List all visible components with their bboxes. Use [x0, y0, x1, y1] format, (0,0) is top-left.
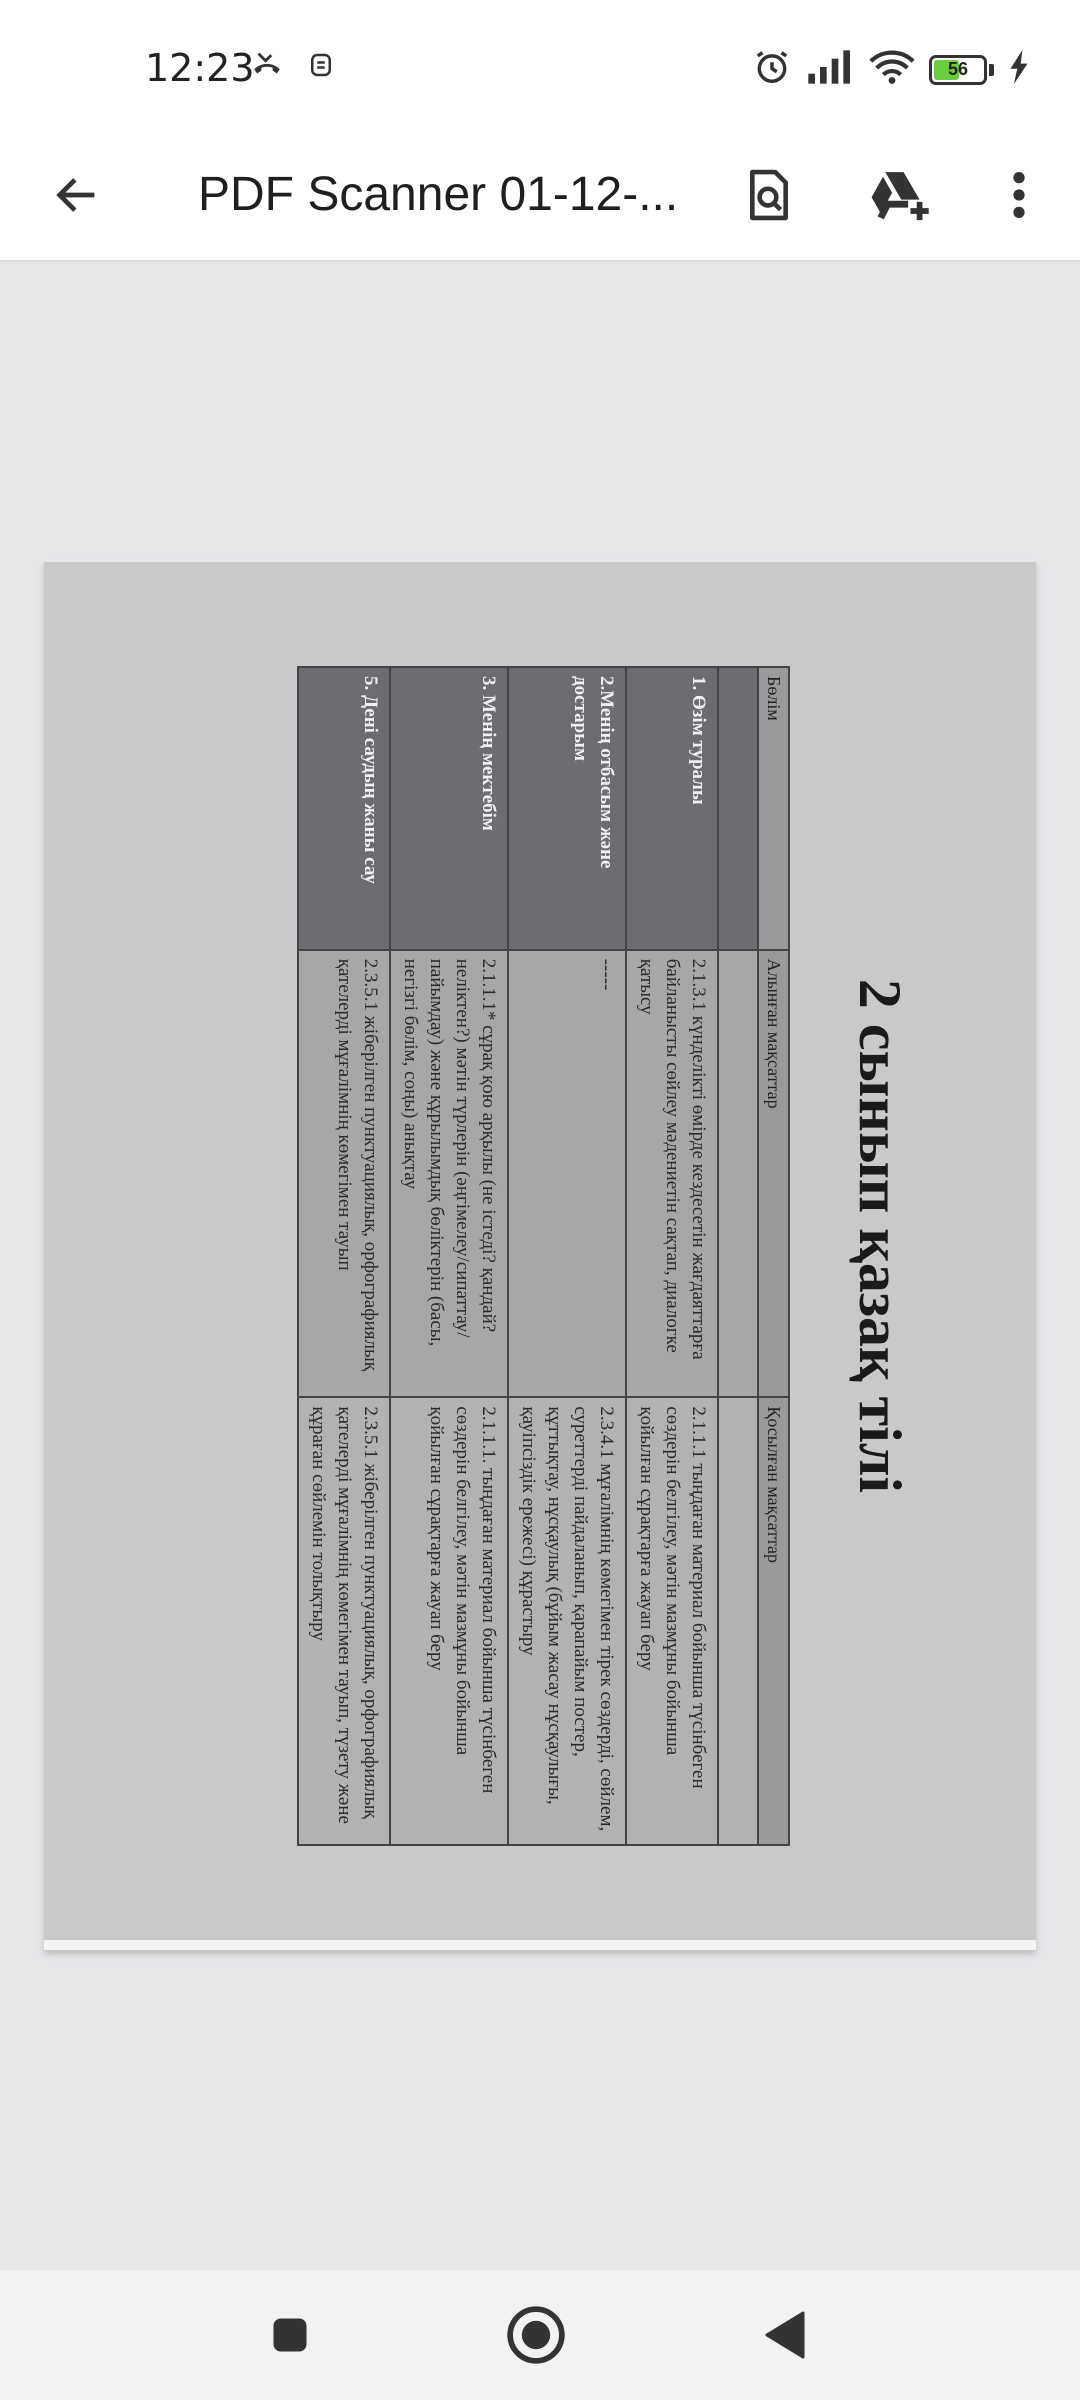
table-row	[508, 667, 626, 1845]
row-section: 1. Өзім туралы	[626, 667, 718, 950]
table-row	[390, 667, 508, 1845]
status-time: 12:23	[145, 46, 255, 90]
arrow-left-icon	[51, 169, 103, 221]
more-options-button[interactable]	[982, 158, 1056, 232]
battery-icon	[929, 55, 987, 85]
more-vert-icon	[1011, 169, 1027, 221]
row-section: 3. Менің мектебім	[390, 667, 508, 950]
page-edge	[44, 1940, 1036, 1950]
row-added-goal: 2.3.4.1 мұғалімнің көмегімен тірек сөздерді, сөйлем, суреттерді пайдаланып, қарапайым постер, құттықтау, нұсқаулық (бұйым жасау нұсқаулығы, қауіпсіздік ережесі) құрастыру	[508, 1397, 626, 1845]
alarm-icon	[753, 48, 791, 91]
status-bar	[0, 0, 1080, 130]
app-bar	[0, 130, 1080, 262]
pdf-page[interactable]	[44, 562, 1036, 1950]
signal-icon	[805, 50, 855, 89]
charging-icon	[1008, 50, 1030, 89]
row-added-goal: 2.1.1.1. тыңдаған материал бойынша түсінбеген сөздерін белгілеу, мәтін мазмұны бойынша қойылған сұрақтарға жауап беру	[390, 1397, 508, 1845]
row-added-goal: 2.1.1.1 тыңдаған материал бойынша түсінбеген сөздерін белгілеу, мәтін мазмұны бойынша қойылған сұрақтарға жауап беру	[626, 1397, 718, 1845]
home-button[interactable]	[496, 2295, 576, 2375]
battery-level-text: 56	[947, 59, 969, 79]
wifi-icon	[869, 49, 915, 90]
find-in-page-button[interactable]	[732, 158, 806, 232]
row-removed-goal: 2.1.1.1* сұрақ қою арқылы (не істеді? қандай? неліктен?) мәтін түрлерін (әңгімелеу/сипаттау/пайымдау) және құрылымдық бөліктерін (басы, негізгі бөлім, соңы) анықтау	[390, 950, 508, 1398]
table-row	[626, 667, 718, 1845]
row-removed-goal: 2.3.5.1 жіберілген пунктуациялық, орфографиялық қателерді мұғалімнің көмегімен тауып	[298, 950, 390, 1398]
missed-call-icon	[250, 48, 284, 87]
table-row	[298, 667, 390, 1845]
triangle-back-icon	[761, 2309, 809, 2361]
back-button[interactable]	[40, 158, 114, 232]
scan-title: 2 сынып қазақ тілі	[847, 978, 913, 1494]
find-in-page-icon	[744, 167, 794, 223]
table-spacer-row	[718, 667, 758, 1845]
header-section: Бөлім	[758, 667, 789, 950]
recents-button[interactable]	[250, 2295, 330, 2375]
battery-nub	[989, 64, 994, 76]
status-left-icons	[250, 48, 336, 87]
document-title: PDF Scanner 01-12-...	[198, 168, 679, 221]
status-right	[753, 48, 1030, 91]
drive-add-icon	[867, 167, 931, 223]
notification-icon	[306, 48, 336, 87]
system-nav-bar	[0, 2270, 1080, 2400]
circle-home-icon	[505, 2304, 567, 2366]
add-to-drive-button[interactable]	[862, 158, 936, 232]
header-added-goals: Қосылған мақсаттар	[758, 1397, 789, 1845]
table-header-row	[758, 667, 789, 1845]
rotated-scan-content	[150, 596, 930, 1916]
system-back-button[interactable]	[745, 2295, 825, 2375]
square-icon	[268, 2313, 312, 2357]
row-removed-goal: 2.1.3.1 күнделікті өмірде кездесетін жағдаяттарға байланысты сөйлеу мәдениетін сақтап, диалогке қатысу	[626, 950, 718, 1398]
row-added-goal: 2.3.5.1 жіберілген пунктуациялық, орфографиялық қателерді мұғалімнің көмегімен тауып, түзету және құраған сөйлемін толықтыру	[298, 1397, 390, 1845]
row-removed-goal: -----	[508, 950, 626, 1398]
header-removed-goals: Алынған мақсаттар	[758, 950, 789, 1398]
row-section: 5. Дені саудың жаны сау	[298, 667, 390, 950]
row-section: 2.Менің отбасым және достарым	[508, 667, 626, 950]
curriculum-table	[297, 666, 790, 1846]
